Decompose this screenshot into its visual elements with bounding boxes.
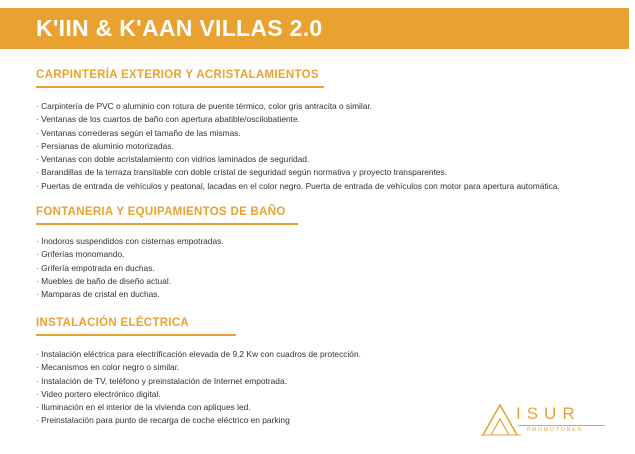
list-item: · Mecanismos en color negro o similar. <box>36 362 180 373</box>
list-item: · Muebles de baño de diseño actual. <box>36 275 172 286</box>
logo-divider <box>518 425 605 426</box>
list-item: · Instalación eléctrica para electrificación elevada de 9.2 Kw con cuadros de protección. <box>36 349 361 359</box>
list-item: · Grifería empotrada en duchas. <box>36 262 155 273</box>
list-item: · Iluminación en el interior de la vivienda con apliques led. <box>36 402 251 413</box>
list-item: · Carpintería de PVC o aluminio con rotura de puente térmico, color gris antracita o similar. <box>36 101 373 111</box>
section-fontaneria <box>36 205 596 301</box>
list-item: · Barandillas de la terraza transitable con doble cristal de seguridad según normativa y proyecto transparentes. <box>36 167 448 178</box>
section-divider <box>36 86 324 88</box>
list-item: · Mamparas de cristal en duchas. <box>36 289 160 300</box>
logo-subtitle: PROMOTORES <box>527 427 583 433</box>
list-item: · Instalación de TV, teléfono y preinstalación de Internet empotrada. <box>36 375 287 386</box>
list-item: · Ventanas de los cuartos de baño con apertura abatible/oscilobatiente. <box>36 114 300 125</box>
list-item: · Inodoros suspendidos con cisternas empotradas. <box>36 236 224 246</box>
section-title: INSTALACIÓN ELÉCTRICA <box>36 317 190 329</box>
section-divider <box>36 334 236 336</box>
list-item: · Ventanas con doble acristalamiento con vidrios laminados de seguridad. <box>36 154 310 165</box>
triangle-logo-icon <box>481 402 521 436</box>
list-item: · Persianas de aluminio motorizadas. <box>36 140 174 151</box>
section-title: FONTANERIA Y EQUIPAMIENTOS DE BAÑO <box>36 206 286 218</box>
list-item: · Puertas de entrada de vehículos y peatonal, lacadas en el color negro. Puerta de entrada de vehículos con motor para apertura automática. <box>36 180 560 191</box>
section-carpinteria <box>36 68 596 193</box>
logo-wordmark: ISUR <box>516 404 581 423</box>
company-logo <box>481 402 607 436</box>
list-item: · Video portero electrónico digital. <box>36 388 161 399</box>
list-item: · Ventanas correderas según el tamaño de las mismas. <box>36 127 241 138</box>
section-divider <box>36 223 298 225</box>
section-list <box>36 100 596 193</box>
list-item: · Preinstalación para punto de recarga de coche eléctrico en parking <box>36 415 290 426</box>
section-list <box>36 235 596 301</box>
section-title: CARPINTERÍA EXTERIOR Y ACRISTALAMIENTOS <box>36 69 319 81</box>
page-title: K'IIN & K'AAN VILLAS 2.0 <box>36 15 323 41</box>
list-item: · Griferías monomando. <box>36 249 125 260</box>
